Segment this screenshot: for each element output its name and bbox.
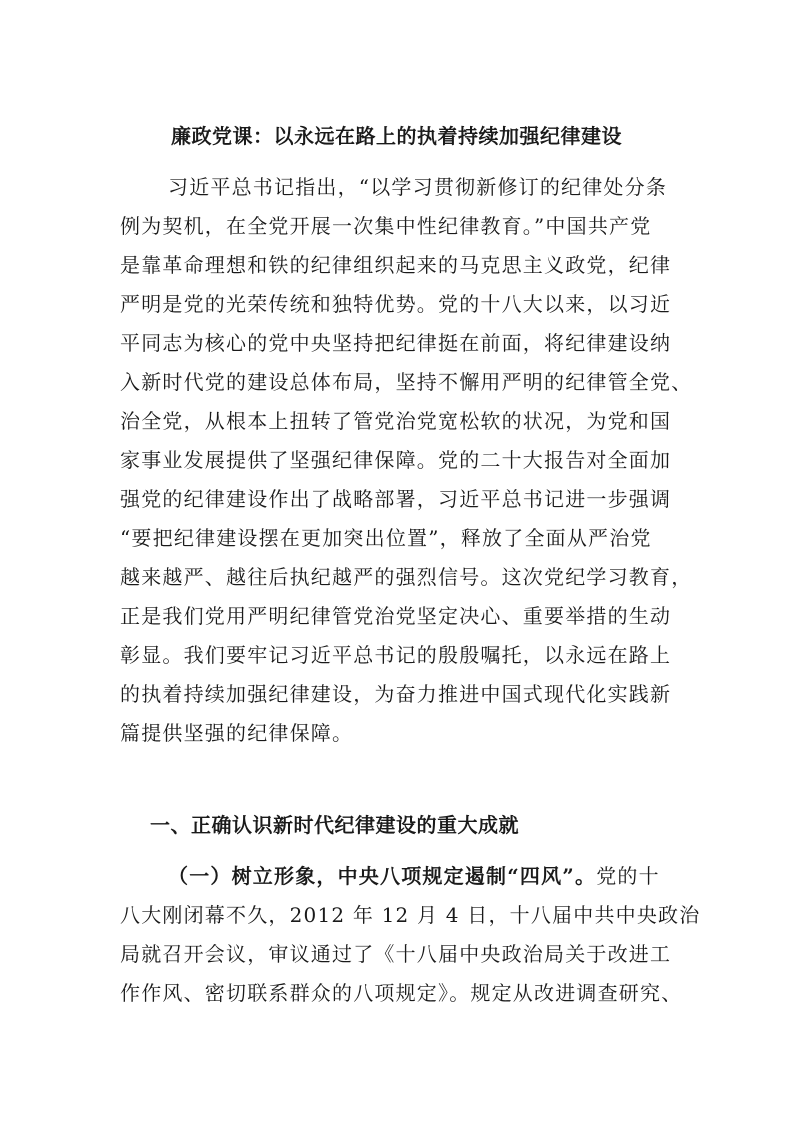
paragraph-line: 正是我们党用严明纪律管党治党坚定决心、重要举措的生动 — [120, 604, 672, 628]
paragraph-line: 治全党，从根本上扭转了管党治党宽松软的状况，为党和国 — [120, 409, 672, 433]
paragraph-line: 是靠革命理想和铁的纪律组织起来的马克思主义政党，纪律 — [120, 253, 672, 277]
paragraph-line: 家事业发展提供了坚强纪律保障。党的二十大报告对全面加 — [120, 448, 672, 472]
paragraph-line: 局就召开会议，审议通过了《十八届中央政治局关于改进工 — [120, 942, 672, 966]
paragraph-line: 习近平总书记指出，“以学习贯彻新修订的纪律处分条 — [168, 175, 668, 199]
paragraph-line: 入新时代党的建设总体布局，坚持不懈用严明的纪律管全党、 — [120, 370, 693, 394]
paragraph-line: “要把纪律建设摆在更加突出位置”，释放了全面从严治党 — [120, 526, 652, 550]
paragraph-line: 平同志为核心的党中央坚持把纪律挺在前面，将纪律建设纳 — [120, 331, 672, 355]
subsection-paragraph — [120, 857, 701, 1013]
document-title: 廉政党课：以永远在路上的执着持续加强纪律建设 — [171, 124, 622, 148]
paragraph-line — [120, 857, 680, 896]
paragraph-line: 彰显。我们要牢记习近平总书记的殷殷嘱托，以永远在路上 — [120, 643, 672, 667]
intro-paragraph — [120, 168, 693, 753]
paragraph-line: 越来越严、越往后执纪越严的强烈信号。这次党纪学习教育， — [120, 565, 693, 589]
paragraph-line: 八大刚闭幕不久，2012 年 12 月 4 日，十八届中共中央政治 — [120, 903, 701, 927]
paragraph-line: 作作风、密切联系群众的八项规定》。规定从改进调查研究、 — [120, 981, 683, 1005]
paragraph-line: 严明是党的光荣传统和独特优势。党的十八大以来，以习近 — [120, 292, 672, 316]
subsection-heading: （一）树立形象，中央八项规定遏制“四风”。 — [168, 864, 597, 888]
paragraph-line: 强党的纪律建设作出了战略部署，习近平总书记进一步强调 — [120, 487, 672, 511]
paragraph-text: 党的十 — [596, 864, 660, 888]
section-heading: 一、正确认识新时代纪律建设的重大成就 — [150, 813, 519, 837]
paragraph-line: 篇提供坚强的纪律保障。 — [120, 721, 354, 745]
paragraph-line: 的执着持续加强纪律建设，为奋力推进中国式现代化实践新 — [120, 682, 672, 706]
paragraph-line: 例为契机，在全党开展一次集中性纪律教育。”中国共产党 — [120, 214, 652, 238]
